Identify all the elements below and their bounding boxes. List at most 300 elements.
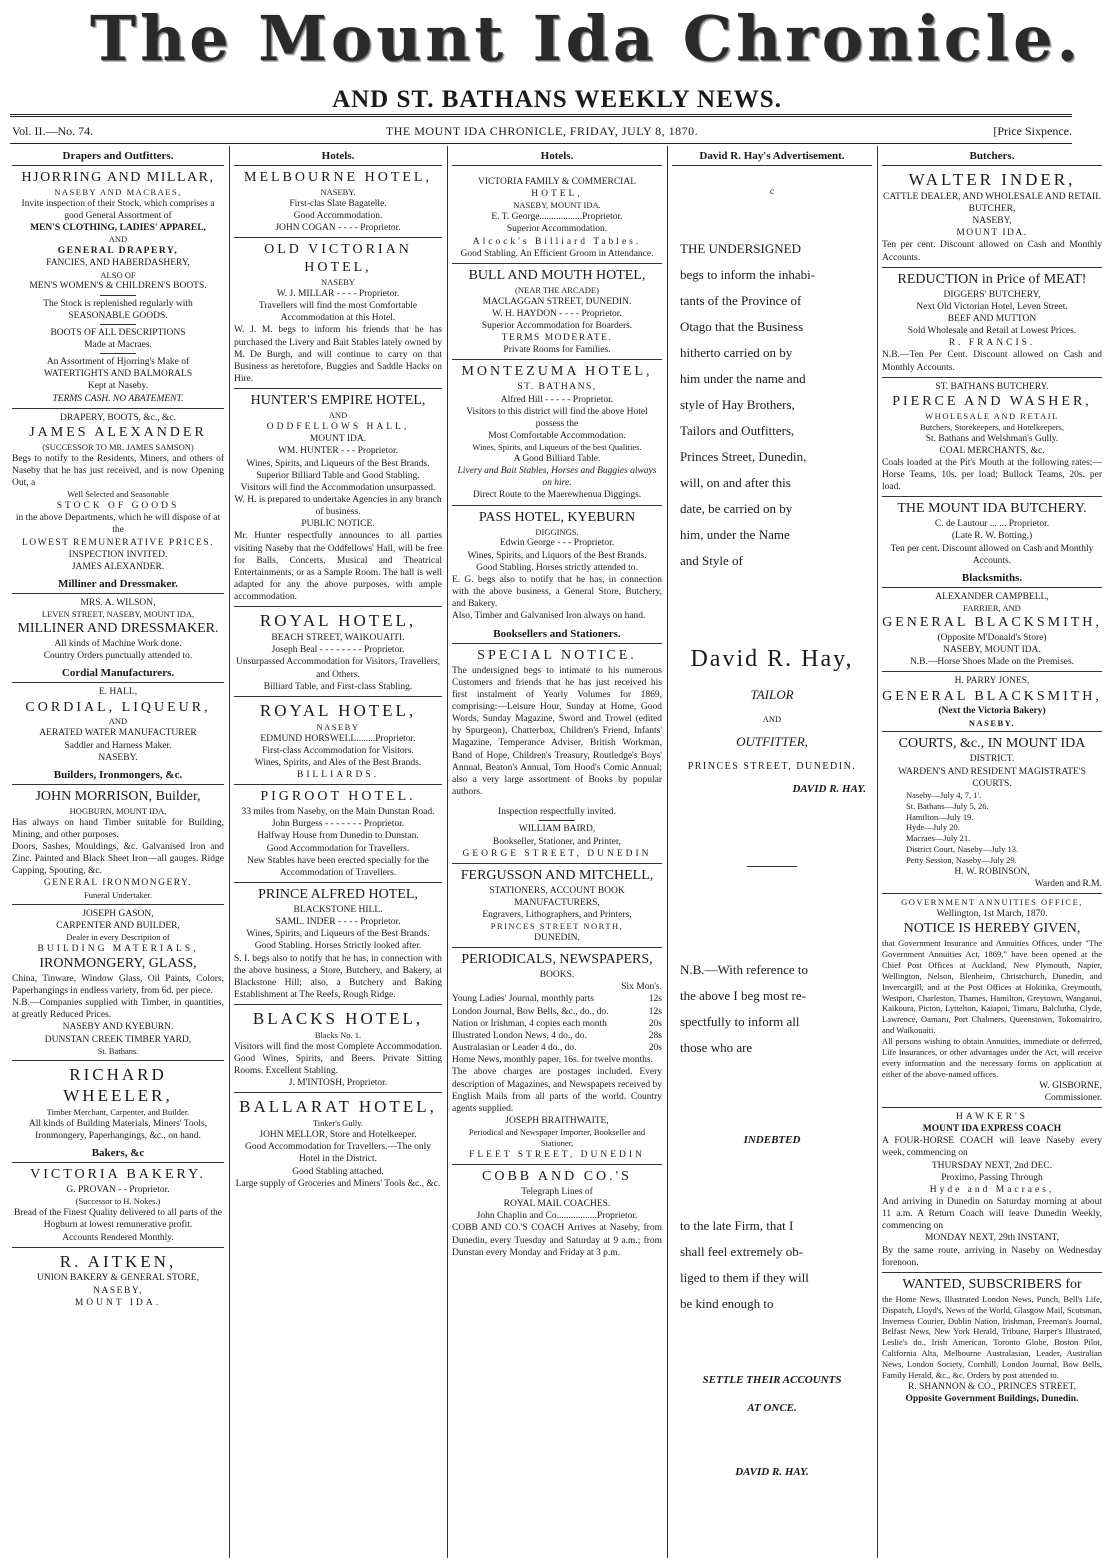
- advert-rule: [234, 237, 442, 238]
- advert-text: JOHN COGAN - - - - Proprietor.: [275, 223, 401, 234]
- advert-text: S. I. begs also to notify that he has, in connection with the above business, a Store, Butchery, and Bakery, at Blackstone Hill; also, a Butchery and Baking Establishment at The Reefs, Rough Ridge.: [234, 953, 442, 1001]
- advert-text: N.B.—Ten Per Cent. Discount allowed on Cash and Monthly Accounts.: [882, 350, 1102, 373]
- advert-text: W. J. MILLAR - - - - Proprietor.: [276, 289, 400, 300]
- advert-text: W. J. M. begs to inform his friends that he has purchased the Livery and Bait Stables lately owned by M. De Burgh, and will continue to carry on that Business as heretofore, Buggies and Saddle Hacks on Hire.: [234, 325, 442, 385]
- advert-text: ALEXANDER CAMPBELL,: [935, 591, 1049, 602]
- advert-text: Hyde and Macraes,: [929, 1184, 1055, 1195]
- price-value: 20s: [648, 1018, 662, 1029]
- advert-rule: [452, 863, 662, 864]
- advert-inder-butcher: [882, 169, 1102, 264]
- notice-line: date, be carried on by: [680, 501, 793, 517]
- advert-jones-blacksmith: [882, 675, 1102, 728]
- advert-text: Large supply of Groceries and Miners' Tools &c., &c.: [235, 1178, 441, 1189]
- advert-wilson: [12, 597, 224, 662]
- advert-text: AERATED WATER MANUFACTURER: [39, 728, 197, 739]
- advert-text: China, Tinware, Window Glass, Oil Paints, Colors, Paperhangings in endless variety, from 6d. per piece.: [12, 973, 224, 996]
- advert-title: IRONMONGERY, GLASS,: [39, 955, 197, 971]
- column-divider: [667, 146, 668, 1558]
- advert-text: NASEBY,: [972, 216, 1012, 227]
- advert-text: GENERAL DRAPERY,: [57, 246, 179, 257]
- hay-name: David R. Hay,: [690, 646, 854, 673]
- masthead: [0, 0, 1114, 138]
- advert-text: Begs to notify to the Residents, Miners, and others of Naseby that he has just received, and is now Opening Out, a: [12, 453, 224, 489]
- advert-text: UNION BAKERY & GENERAL STORE,: [37, 1273, 199, 1284]
- section-heading: Bakers, &c: [12, 1145, 224, 1163]
- advert-text: A FOUR-HORSE COACH will leave Naseby every week, commencing on: [882, 1136, 1102, 1159]
- advert-text: Wines, Spirits, and Liqueurs of the Best Brands.: [246, 929, 430, 940]
- advert-text: FLEET STREET, DUNEDIN: [469, 1149, 645, 1160]
- advert-text: Wines, Spirits, and Liquors of the Best Brands.: [467, 550, 647, 561]
- advert-title: BALLARAT HOTEL,: [239, 1097, 437, 1117]
- decorative-mark: c: [769, 187, 775, 198]
- court-date: St. Bathans—July 5, 26.: [906, 800, 989, 811]
- advert-text: Billiard Table, and First-class Stabling.: [263, 681, 413, 692]
- advert-rule: [452, 359, 662, 360]
- advert-text: LEVEN STREET, NASEBY, MOUNT IDA,: [41, 609, 195, 620]
- advert-text: NASEBY, MOUNT IDA.: [513, 200, 601, 211]
- advert-text: Wines, Spirits, and Liqueurs of the Best Brands.: [246, 458, 430, 469]
- advert-text: AND: [108, 716, 128, 727]
- masthead-rule: [10, 114, 1072, 117]
- column-divider: [447, 146, 448, 1558]
- notice-line: shall feel extremely ob-: [680, 1244, 804, 1260]
- advert-text: JOHN MELLOR, Store and Hotelkeeper.: [259, 1130, 417, 1141]
- advert-text: NASEBY: [316, 721, 360, 732]
- advert-campbell-blacksmith: [882, 591, 1102, 668]
- advert-text: H. PARRY JONES,: [954, 676, 1030, 687]
- advert-text: Good Accommodation.: [293, 211, 383, 222]
- advert-rule: [12, 1060, 224, 1061]
- hay-trade: OUTFITTER,: [736, 734, 808, 750]
- advert-title: MELBOURNE HOTEL,: [244, 170, 432, 186]
- advert-text: NASEBY.: [98, 752, 138, 763]
- notice-line: those who are: [680, 1039, 753, 1055]
- advert-aitken: [12, 1251, 224, 1309]
- advert-morrison: [12, 788, 224, 901]
- price-row: [452, 1042, 662, 1054]
- advert-old-victorian-hotel: [234, 241, 442, 385]
- short-rule: [539, 820, 575, 821]
- advert-text: St. Bathans and Welshman's Gully.: [925, 433, 1059, 444]
- advert-title: JOHN MORRISON, Builder,: [35, 788, 201, 804]
- advert-rule: [234, 1092, 442, 1093]
- advert-rule: [234, 1004, 442, 1005]
- advert-text: A Good Billiard Table.: [513, 454, 601, 465]
- hay-signature: DAVID R. HAY.: [792, 782, 866, 795]
- advert-title: ROYAL HOTEL,: [259, 700, 417, 720]
- advert-text: Alfred Hill - - - - - Proprietor.: [500, 394, 614, 405]
- advert-text: NASEBY.: [968, 717, 1016, 728]
- advert-title: PIGROOT HOTEL.: [260, 789, 416, 805]
- hay-settle: SETTLE THEIR ACCOUNTS: [702, 1374, 842, 1387]
- advert-rule: [234, 696, 442, 697]
- court-date: Macraes—July 21.: [906, 833, 971, 844]
- advert-text: Tinker's Gully.: [312, 1118, 364, 1129]
- advert-text: Wines, Spirits, and Liqueurs of the best Qualities.: [472, 442, 642, 453]
- advert-text: WHOLESALE AND RETAIL: [925, 410, 1059, 421]
- advert-text: that Government Insurance and Annuities Offices, under "The Government Annuities Act, 1869," have been opened at the Chief Post Offices at Auckland, New Plymouth, Napier, Wellington, Nelson, Blenheim, Christchurch, Dunedin, and Invercargill, and at the Post Offices at Hokitika, Greymouth, Westport, Charleston, Thames, Hamilton, Greytown, Wanganui, Kaikoura, Picton, Lyttelton, Kaiapoi, Timaru, Balclutha, Clyde, Lawrence, Oamaru, Port Chalmers, Queenstown, Tokomairiro, and Waikouaiti.: [882, 938, 1102, 1036]
- advert-text: Warden and R.M.: [1034, 879, 1102, 890]
- advert-title: NOTICE IS HEREBY GIVEN,: [903, 921, 1081, 937]
- advert-rule: [882, 496, 1102, 497]
- advert-text: NASEBY,: [93, 1285, 143, 1296]
- advert-title: WALTER INDER,: [908, 170, 1076, 190]
- advert-text: CARPENTER AND BUILDER,: [56, 920, 180, 931]
- price-value: 12s: [648, 1006, 662, 1017]
- section-heading: Builders, Ironmongers, &c.: [12, 767, 224, 785]
- advert-text: DIGGINGS.: [535, 526, 579, 537]
- advert-title: JAMES ALEXANDER: [29, 424, 207, 440]
- section-heading: David R. Hay's Advertisement.: [672, 148, 872, 166]
- advert-title: WANTED, SUBSCRIBERS for: [902, 1276, 1082, 1292]
- column-1: [12, 148, 224, 1558]
- advert-text: the Home News, Illustrated London News, Punch, Bell's Life, Dispatch, Lloyd's, News of the World, Glasgow Mail, Scotsman, Inverness Courier, Dublin Nation, Irishman, Freeman's Journal, Belfast News, New York Herald, Tribune, Harper's Illustrated, Leslie's do., Irish American, Toronto Globe, Boston Pilot, California Alta, Melbourne Australasian, Leader, Australian News, London Society, Cornhill, London Journal, Bow Bells, Family Herald, &c., &c. Orders by post attended to.: [882, 1293, 1102, 1380]
- advert-text: MEN'S WOMEN'S & CHILDREN'S BOOTS.: [29, 281, 207, 292]
- advert-text: DUNEDIN.: [534, 933, 580, 944]
- price-item: Illustrated London News, 4 do., do.: [452, 1030, 587, 1041]
- hay-nb-text: [672, 957, 872, 1061]
- advert-text: Has always on hand Timber suitable for Building, Mining, and other purposes.: [12, 817, 224, 840]
- advert-title: FERGUSSON AND MITCHELL,: [460, 867, 654, 883]
- advert-title: ROYAL HOTEL,: [259, 611, 417, 631]
- advert-title: BULL AND MOUTH HOTEL,: [468, 267, 646, 283]
- volume-number: Vol. II.—No. 74.: [12, 124, 94, 138]
- section-heading: Hotels.: [452, 148, 662, 166]
- price: [Price Sixpence.: [993, 124, 1072, 138]
- advert-text: Ten per cent. Discount allowed on Cash and Monthly Accounts.: [890, 543, 1094, 566]
- advert-text: 33 miles from Naseby, on the Main Dunstan Road.: [241, 807, 435, 818]
- advert-text: MOUNT IDA.: [74, 1297, 162, 1308]
- advert-text: Superior Billiard Table and Good Stabling.: [256, 470, 420, 481]
- short-rule: [100, 324, 136, 325]
- advert-title: BLACKS HOTEL,: [252, 1009, 424, 1029]
- advert-hawker-coach: [882, 1111, 1102, 1269]
- advert-hall: [12, 686, 224, 763]
- advert-text: ALSO OF: [100, 269, 136, 280]
- notice-line: and Style of: [680, 553, 743, 569]
- advert-text: TERMS MODERATE.: [501, 333, 613, 344]
- advert-text: GOVERNMENT ANNUITIES OFFICE,: [901, 897, 1083, 908]
- advert-text: (Opposite M'Donald's Store): [937, 632, 1047, 643]
- advert-text: Accounts Rendered Monthly.: [62, 1232, 174, 1243]
- advert-text: Halfway House from Dunedin to Dunstan.: [257, 831, 419, 842]
- advert-text: Edwin George - - - Proprietor.: [499, 538, 615, 549]
- advert-text: MEN'S CLOTHING, LADIES' APPAREL,: [30, 223, 206, 234]
- advert-text: Visitors will find the most Complete Accommodation. Good Wines, Spirits, and Beers. Private Sitting Rooms. Excellent Stabling.: [234, 1041, 442, 1077]
- advert-title: THE MOUNT IDA BUTCHERY.: [897, 501, 1087, 517]
- advert-rule: [882, 267, 1102, 268]
- advert-text: NASEBY: [320, 277, 355, 288]
- advert-title: VICTORIA FAMILY & COMMERCIAL: [477, 177, 636, 188]
- advert-text: Good Accommodation for Travellers.—The only Hotel in the District.: [244, 1142, 431, 1165]
- hay-settle: AT ONCE.: [747, 1402, 797, 1415]
- price-row: [452, 993, 662, 1005]
- newspaper-subtitle: AND ST. BATHANS WEEKLY NEWS.: [332, 86, 782, 113]
- advert-title: PASS HOTEL, KYEBURN: [478, 509, 636, 525]
- price-value: 20s: [648, 1043, 662, 1054]
- price-item: Australasian or Leader 4 do., do.: [452, 1043, 577, 1054]
- advert-st-bathans-butchery: [882, 381, 1102, 494]
- advert-courts: [882, 735, 1102, 890]
- advert-text: John Chaplin and Co.................Proprietor.: [476, 1211, 638, 1222]
- advert-text: COAL MERCHANTS, &c.: [939, 445, 1045, 456]
- advert-text: C. de Lautour ... ... Proprietor.: [934, 519, 1050, 530]
- advert-text: Visitors to this district will find the above Hotel possess the: [466, 406, 648, 429]
- advert-title: HJORRING AND MILLAR,: [21, 170, 215, 186]
- advert-rule: [234, 388, 442, 389]
- advert-text: THURSDAY NEXT, 2nd DEC.: [931, 1160, 1053, 1171]
- advert-periodicals: [452, 951, 662, 1161]
- advert-text: BILLIARDS.: [297, 770, 379, 781]
- advert-text: Good Stabling. Horses strictly attended to.: [476, 562, 638, 573]
- advert-text: BOOTS OF ALL DESCRIPTIONS: [50, 327, 186, 338]
- advert-title: PERIODICALS, NEWSPAPERS,: [461, 952, 653, 968]
- advert-text: PRINCES STREET NORTH,: [490, 921, 624, 932]
- advert-blacks-hotel: [234, 1008, 442, 1089]
- advert-rule: [882, 671, 1102, 672]
- advert-text: Wines, Spirits, and Ales of the Best Brands.: [254, 757, 422, 768]
- advert-text: H. W. ROBINSON,: [954, 866, 1030, 877]
- advert-text: WATERTIGHTS AND BALMORALS: [43, 369, 193, 380]
- advert-text: First-class Accommodation for Visitors.: [262, 745, 414, 756]
- court-date: District Court, Naseby—July 13.: [906, 844, 1019, 855]
- dateline: [12, 124, 1072, 142]
- column-2: [234, 148, 442, 1558]
- advert-text: John Burgess - - - - - - - Proprietor.: [271, 819, 405, 830]
- advert-victoria-bakery: [12, 1166, 224, 1243]
- advert-text: Unsurpassed Accommodation for Visitors, Travellers, and Others.: [235, 657, 440, 680]
- advert-text: W. H. HAYDON - - - - Proprietor.: [492, 308, 622, 319]
- advert-title: MONTEZUMA HOTEL,: [461, 364, 653, 380]
- advert-title: HUNTER'S EMPIRE HOTEL,: [250, 393, 426, 409]
- advert-hunters-hotel: [234, 392, 442, 603]
- advert-title: REDUCTION in Price of MEAT!: [897, 271, 1087, 287]
- price-value: 12s: [648, 994, 662, 1005]
- advert-text: All persons wishing to obtain Annuities, immediate or deferred, Life Insurances, or other advantages under the Act, will receive every information and the necessary forms on application at either of the above-named offices.: [882, 1036, 1102, 1079]
- advert-title: VICTORIA BAKERY.: [30, 1167, 206, 1183]
- notice-line: begs to inform the inhabi-: [680, 267, 816, 283]
- notice-line: Tailors and Outfitters,: [680, 423, 795, 439]
- advert-rule: [882, 377, 1102, 378]
- column-divider: [877, 146, 878, 1558]
- advert-text: Inspection respectfully invited.: [498, 807, 616, 818]
- column-5: [882, 148, 1102, 1558]
- advert-text: WM. HUNTER - - - Proprietor.: [277, 446, 399, 457]
- advert-text: GENERAL IRONMONGERY.: [43, 878, 193, 889]
- advert-text: Good Stabling. Horses Strictly looked after.: [254, 941, 422, 952]
- advert-title: CORDIAL, LIQUEUR,: [25, 699, 211, 715]
- notice-line: will, on and after this: [680, 475, 791, 491]
- advert-text: INSPECTION INVITED.: [68, 549, 168, 560]
- advert-text: Proximo, Passing Through: [941, 1172, 1043, 1183]
- advert-text: Livery and Bait Stables, Horses and Buggies always on hire.: [457, 466, 657, 489]
- advert-text: (Late R. W. Botting.): [951, 531, 1033, 542]
- notice-line: be kind enough to: [680, 1296, 774, 1312]
- advert-title: COBB AND CO.'S: [482, 1169, 632, 1185]
- advert-rule: [234, 882, 442, 883]
- advert-text: Next Old Victorian Hotel, Leven Street.: [916, 301, 1068, 312]
- short-rule: [100, 295, 136, 296]
- court-date: Hyde—July 20.: [906, 822, 960, 833]
- advert-text: Superior Accommodation.: [506, 224, 608, 235]
- advert-text: Mr. Hunter respectfully announces to all parties visiting Naseby that the Oddfellows' Hall, will be free for Balls, Concerts, Musical and Theatrical Entertainments, or as a Sample Room. The hall is well adapted for any the above purposes, with ample accommodation.: [234, 531, 442, 603]
- advert-text: EDMUND HORSWELL........Proprietor.: [260, 733, 416, 744]
- court-date: Petty Session, Naseby—July 29.: [906, 855, 1017, 866]
- section-heading: Butchers.: [882, 148, 1102, 166]
- advert-text: Telegraph Lines of: [521, 1187, 593, 1197]
- section-heading: Booksellers and Stationers.: [452, 626, 662, 644]
- advert-text: E. T. George..................Proprietor.: [491, 212, 623, 223]
- price-item: London Journal, Bow Bells, &c., do., do.: [452, 1006, 609, 1017]
- advert-text: DIGGERS' BUTCHERY,: [943, 289, 1041, 300]
- advert-gason: [12, 908, 224, 1057]
- advert-text: All kinds of Machine Work done.: [54, 639, 182, 650]
- advert-text: Good Stabling attached.: [292, 1166, 384, 1177]
- advert-text: R. FRANCIS.: [948, 338, 1036, 349]
- advert-text: Most Comfortable Accommodation.: [488, 430, 626, 441]
- advert-title: MILLINER AND DRESSMAKER.: [17, 621, 219, 637]
- column-4: [672, 148, 872, 1558]
- advert-rule: [882, 893, 1102, 894]
- advert-royal-hotel-naseby: [234, 700, 442, 781]
- short-rule: [747, 866, 797, 867]
- advert-text: WILLIAM BAIRD,: [518, 824, 596, 835]
- advert-text: ST. BATHANS BUTCHERY.: [935, 381, 1049, 392]
- advert-title: PRINCE ALFRED HOTEL,: [258, 887, 418, 903]
- advert-text: GEORGE STREET, DUNEDIN: [462, 848, 652, 859]
- hay-trade: TAILOR: [750, 686, 794, 702]
- hay-address: PRINCES STREET, DUNEDIN.: [687, 761, 857, 773]
- advert-text: (Next the Victoria Bakery): [938, 706, 1046, 717]
- advert-location: NASEBY AND MACRAES,: [54, 186, 182, 197]
- advert-cobb-and-co: [452, 1168, 662, 1259]
- advert-text: AND: [108, 234, 128, 245]
- advert-text: Dealer in every Description of: [66, 931, 170, 942]
- advert-text: FANCIES, AND HABERDASHERY,: [46, 258, 190, 269]
- notice-line: Princes Street, Dunedin,: [680, 449, 807, 465]
- advert-montezuma-hotel: [452, 363, 662, 501]
- newspaper-title: The Mount Ida Chronicle.: [90, 2, 1083, 75]
- advert-text: Also, Timber and Galvanised Iron always on hand.: [452, 611, 646, 622]
- advert-text: Private Rooms for Families.: [503, 345, 611, 356]
- advert-text: AND: [328, 410, 348, 421]
- advert-text: Commissioner.: [1044, 1092, 1102, 1103]
- column-divider: [229, 146, 230, 1558]
- advert-text: JAMES ALEXANDER.: [71, 561, 165, 572]
- advert-hjorring: [12, 169, 224, 405]
- section-heading: Hotels.: [234, 148, 442, 166]
- advert-title: MOUNT IDA EXPRESS COACH: [922, 1124, 1062, 1135]
- advert-text: (SUCCESSOR TO MR. JAMES SAMSON): [42, 441, 194, 452]
- hay-trade: AND: [762, 713, 782, 724]
- notice-line: hitherto carried on by: [680, 345, 793, 361]
- advert-rule: [12, 408, 224, 409]
- advert-text: JOSEPH BRAITHWAITE,: [505, 1116, 609, 1127]
- advert-pass-hotel: [452, 509, 662, 623]
- advert-text: Butchers, Storekeepers, and Hotelkeepers,: [920, 421, 1064, 432]
- advert-text: (NEAR THE ARCADE): [515, 284, 599, 295]
- advert-text: NASEBY.: [320, 186, 356, 197]
- advert-text: SAML. INDER - - - - Proprietor.: [275, 917, 401, 928]
- notice-line: him under the name and: [680, 371, 806, 387]
- notice-line: spectfully to inform all: [680, 1013, 800, 1029]
- dateline-rule: [10, 143, 1072, 144]
- price-value: 28s: [648, 1030, 662, 1041]
- advert-rule: [234, 606, 442, 607]
- advert-rule: [452, 1164, 662, 1165]
- advert-text: BEACH STREET, WAIKOUAITI.: [271, 633, 405, 644]
- advert-text: W. H. is prepared to undertake Agencies in any branch of business.: [234, 494, 442, 518]
- advert-text: HOTEL,: [531, 189, 583, 200]
- price-row: [452, 1006, 662, 1018]
- advert-text: NASEBY AND KYEBURN.: [62, 1022, 174, 1033]
- advert-text: E. G. begs also to notify that he has, in connection with the above business, a General Store, Butchery, and Bakery.: [452, 574, 662, 610]
- advert-text: St. Bathans.: [97, 1045, 139, 1056]
- notice-line: him, under the Name: [680, 527, 790, 543]
- advert-text: JOSEPH GASON,: [82, 908, 154, 919]
- advert-text: Kept at Naseby.: [87, 381, 149, 392]
- advert-text: Blacks No. 1.: [314, 1029, 362, 1040]
- advert-text: BOOKS.: [539, 970, 575, 981]
- court-date: Hamilton—July 19.: [906, 811, 974, 822]
- advert-text: Joseph Beal - - - - - - - - Proprietor.: [271, 645, 405, 656]
- advert-rule: [234, 784, 442, 785]
- advert-text: Bread of the Finest Quality delivered to all parts of the Hogburn at lowest remunerative profit.: [14, 1208, 222, 1231]
- notice-line: liged to them if they will: [680, 1270, 809, 1286]
- advert-text: Coals loaded at the Pit's Mouth at the following rates:—Horse Teams, 10s. per load; Bullock Teams, 20s. per load.: [882, 457, 1102, 493]
- advert-text: Ten per cent. Discount allowed on Cash and Monthly Accounts.: [882, 240, 1102, 263]
- price-item: Nation or Irishman, 4 copies each month: [452, 1018, 607, 1029]
- advert-text: G. PROVAN - - Proprietor.: [66, 1185, 170, 1196]
- hay-late-text: [672, 1213, 872, 1317]
- hay-signature: DAVID R. HAY.: [735, 1466, 809, 1479]
- advert-text: FARRIER, AND: [963, 603, 1021, 614]
- advert-text: Opposite Government Buildings, Dunedin.: [905, 1394, 1079, 1404]
- section-heading: Drapers and Outfitters.: [12, 148, 224, 166]
- advert-royal-hotel-waikouaiti: [234, 610, 442, 693]
- advert-bull-and-mouth-hotel: [452, 267, 662, 357]
- notice-line: THE UNDERSIGNED: [680, 241, 801, 257]
- advert-rule: [882, 1107, 1102, 1108]
- advert-text: BLACKSTONE HILL.: [293, 904, 383, 915]
- advert-text: First-clas Slate Bagatelle.: [289, 198, 387, 209]
- hay-indebted: INDEBTED: [743, 1133, 801, 1146]
- advert-pigroot-hotel: [234, 788, 442, 879]
- advert-fergusson-mitchell: [452, 867, 662, 944]
- court-date: Naseby—July 4, 7, 1'.: [906, 789, 982, 800]
- advert-rule: [452, 505, 662, 506]
- advert-text: W. GISBORNE,: [1039, 1080, 1102, 1091]
- advert-text: Sold Wholesale and Retail at Lowest Prices.: [907, 326, 1077, 337]
- notice-line: to the late Firm, that I: [680, 1218, 794, 1234]
- advert-text: ODDFELLOWS HALL,: [266, 422, 410, 433]
- advert-text: N.B.—Companies supplied with Timber, in quantities, at greatly Reduced Prices.: [12, 998, 224, 1021]
- advert-rule: [882, 731, 1102, 732]
- advert-text: An Assortment of Hjorring's Make of: [46, 357, 190, 368]
- advert-text: Engravers, Lithographers, and Printers,: [482, 910, 632, 921]
- advert-text: The undersigned begs to intimate to his numerous Customers and friends that he has just received his first instalment of Yearly Volumes for 1869, comprising:—Leisure Hour, Sunday at Home, Good Words, Sunday Magazine, Sword and Trowel (edited by Spurgeon), Chatterbox, Children's Friend, Infants' Magazine, Temperance Adviser, British Workman, Band of Hope, Children's Treasury, Routledge's Boys' Annual, Beaton's Annual, Tom Hood's Comic Annual; also a very large assortment of Books by popular authors.: [452, 665, 662, 798]
- hay-notice-text: [672, 236, 872, 574]
- advert-text: Six Mon's.: [621, 982, 662, 993]
- advert-text: The Stock is replenished regularly with: [43, 298, 193, 309]
- advert-text: Timber Merchant, Carpenter, and Builder.: [46, 1107, 190, 1118]
- advert-shannon-subscribers: [882, 1276, 1102, 1405]
- advert-text: CATTLE DEALER, AND WHOLESALE AND RETAIL BUTCHER,: [882, 191, 1102, 214]
- advert-text: HAWKER'S: [956, 1111, 1028, 1122]
- advert-text: DRAPERY, BOOTS, &c., &c.: [60, 412, 176, 423]
- section-heading: Milliner and Dressmaker.: [12, 576, 224, 594]
- notice-line: Otago that the Business: [680, 319, 804, 335]
